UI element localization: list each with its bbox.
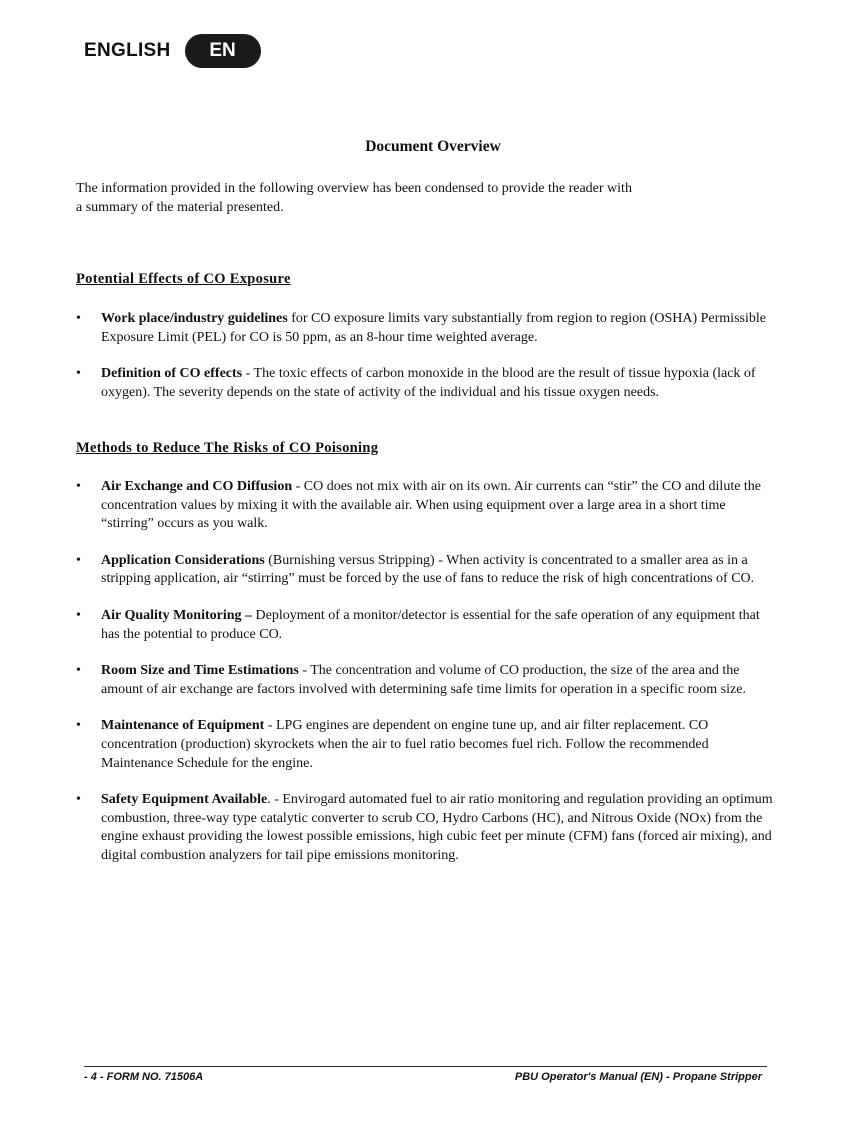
bullet-text: . - Envirogard automated fuel to air ratio monitoring and regulation providing an optimum combustion, three-way type catalytic converter to scrub CO, Hydro Carbons (HC), and Nitrous Oxide (NOx) from the engine exhaust providing the lowest possible emissions, high cubic feet per minute (CFM) fans (forced air mixing), and digital combustion analyzers for tail pipe emissions monitoring.	[101, 792, 773, 863]
bullet-term: Air Quality Monitoring –	[101, 607, 253, 623]
list-item	[76, 310, 776, 347]
bullet-text: (Burnishing versus Stripping) - When activity is concentrated to a smaller area as in a stripping application, air “stirring” must be forced by the use of fans to reduce the risk of high concentrations of CO.	[101, 552, 755, 587]
bullet-term: Definition of CO effects	[101, 366, 243, 382]
list-item	[76, 662, 776, 699]
bullet-term: Safety Equipment Available	[101, 792, 268, 808]
bullet-text: - CO does not mix with air on its own. Air currents can “stir” the CO and dilute the concentration values by mixing it with the available air. When using equipment over a large area in a short time “stirring” occurs as you walk.	[101, 479, 762, 532]
bullet-glyph: •	[76, 552, 81, 568]
bullet-text: Deployment of a monitor/detector is essential for the safe operation of any equipment that has the potential to produce CO.	[101, 607, 760, 642]
document-title: Document Overview	[365, 138, 501, 155]
language-badge: EN	[185, 34, 261, 68]
co-exposure-list	[76, 310, 776, 420]
language-label: ENGLISH	[84, 40, 171, 61]
bullet-glyph: •	[76, 479, 81, 494]
bullet-glyph: •	[76, 366, 81, 382]
bullet-glyph: •	[76, 607, 81, 623]
language-header	[84, 34, 261, 68]
bullet-glyph: •	[76, 663, 81, 679]
footer-form-number: - 4 - FORM NO. 71506A	[84, 1071, 204, 1083]
bullet-term: Air Exchange and CO Diffusion	[101, 479, 293, 494]
bullet-term: Application Considerations	[101, 552, 265, 568]
list-item	[76, 365, 776, 402]
bullet-text: - The toxic effects of carbon monoxide in the blood are the result of tissue hypoxia (lack of oxygen). The severity depends on the state of activity of the individual and his tissue oxygen needs.	[101, 366, 756, 400]
list-item	[76, 717, 776, 773]
bullet-term: Maintenance of Equipment	[101, 718, 265, 734]
bullet-term: Room Size and Time Estimations	[101, 663, 299, 679]
reduce-risks-list	[76, 478, 776, 884]
bullet-glyph: •	[76, 718, 81, 734]
list-item	[76, 607, 776, 644]
section-heading-reduce-risks: Methods to Reduce The Risks of CO Poisoning	[76, 440, 379, 456]
bullet-glyph: •	[76, 311, 81, 326]
list-item	[76, 791, 776, 865]
bullet-glyph: •	[76, 792, 81, 808]
list-item	[76, 478, 776, 534]
bullet-text: - The concentration and volume of CO production, the size of the area and the amount of air exchange are factors involved with determining safe time limits for operation in a specific room size.	[101, 663, 746, 697]
intro-paragraph: The information provided in the following overview has been condensed to provide the reader with a summary of the material presented.	[76, 181, 632, 215]
footer-manual-title: PBU Operator's Manual (EN) - Propane Stripper	[514, 1071, 762, 1083]
footer-divider	[84, 1066, 767, 1067]
list-item	[76, 552, 776, 589]
bullet-text: - LPG engines are dependent on engine tune up, and air filter replacement. CO concentration (production) skyrockets when the air to fuel ratio becomes fuel rich. Follow the recommended Maintenance Schedule for the engine.	[101, 718, 709, 771]
section-heading-co-exposure: Potential Effects of CO Exposure	[76, 271, 291, 287]
bullet-text: for CO exposure limits vary substantially from region to region (OSHA) Permissible Exposure Limit (PEL) for CO is 50 ppm, as an 8-hour time weighted average.	[101, 311, 766, 345]
bullet-term: Work place/industry guidelines	[101, 311, 288, 326]
